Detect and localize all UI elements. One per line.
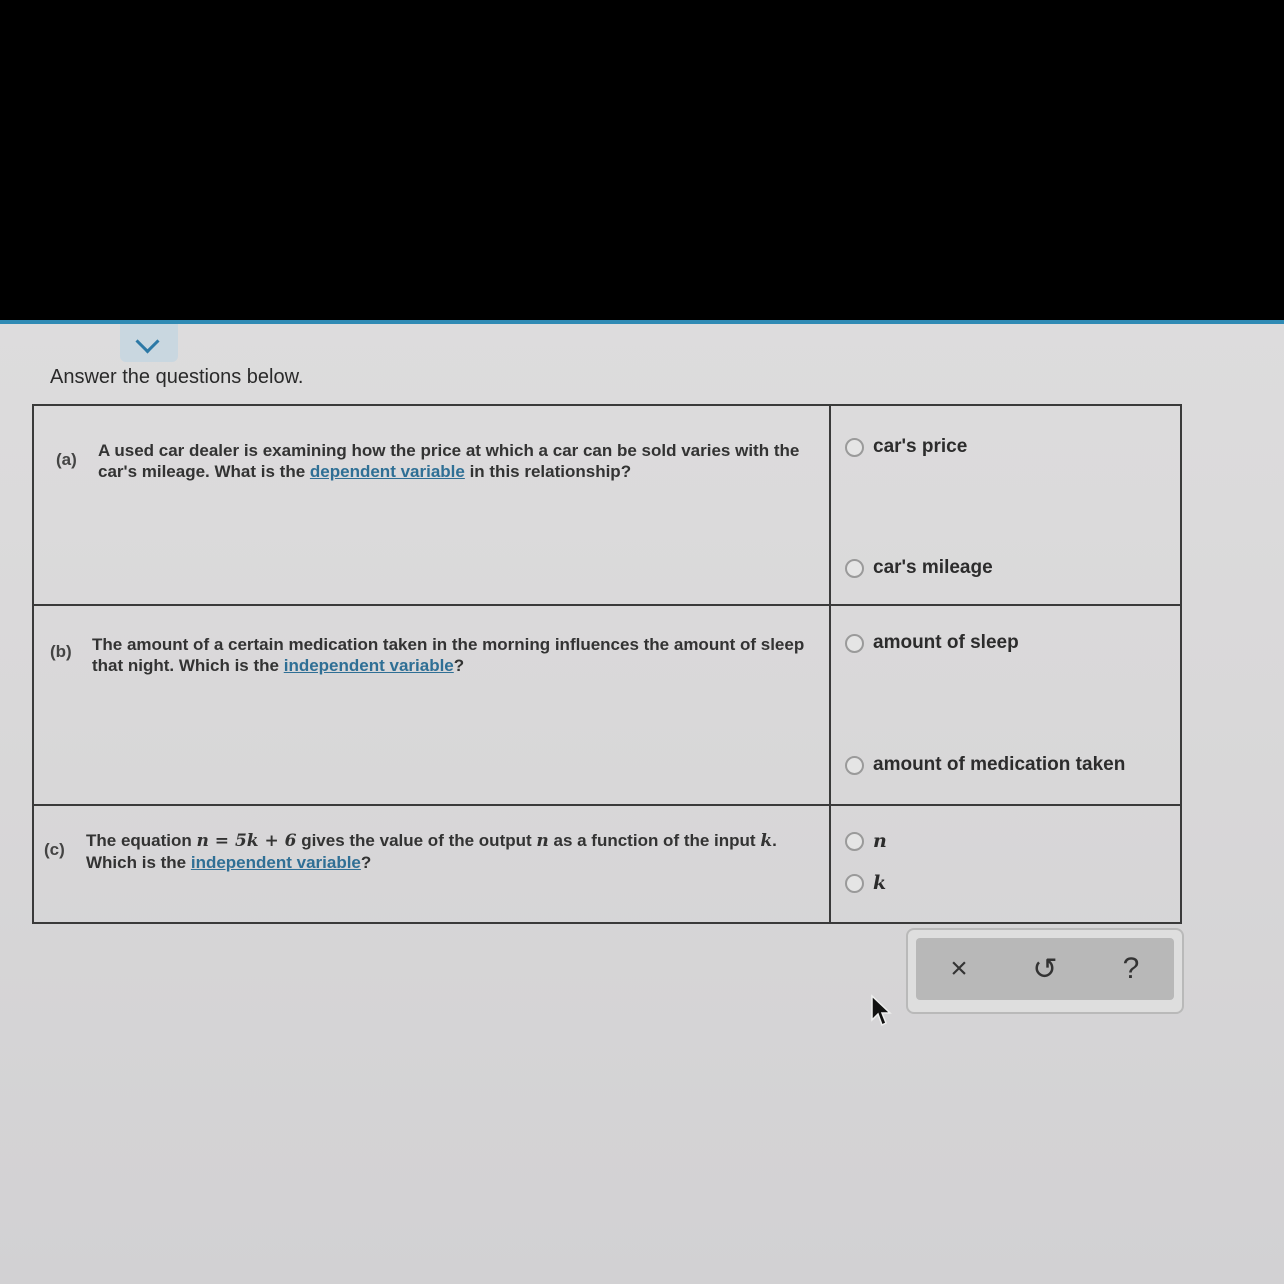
part-label-a: (a) (56, 450, 77, 469)
question-cell-c (33, 805, 830, 923)
question-text-c (86, 830, 806, 873)
question-text-c-part2: gives the value of the output (296, 831, 537, 850)
choice-n[interactable] (845, 830, 887, 852)
choice-amount-of-medication[interactable] (845, 754, 1125, 776)
clear-button[interactable] (934, 944, 984, 994)
help-icon: ? (1122, 952, 1140, 985)
help-button[interactable] (1106, 944, 1156, 994)
radio-button[interactable] (845, 634, 864, 653)
input-variable: k (760, 831, 773, 851)
undo-icon: ↺ (1032, 952, 1058, 986)
choice-cars-price[interactable] (845, 436, 967, 458)
radio-button[interactable] (845, 438, 864, 457)
question-cell-a (33, 405, 830, 605)
question-text-c-end: ? (360, 853, 372, 872)
choice-cars-mileage[interactable] (845, 557, 993, 579)
part-label-c: (c) (44, 840, 65, 859)
part-label-b: (b) (50, 642, 72, 661)
independent-variable-link[interactable]: independent variable (283, 656, 454, 675)
question-text-a-end: in this relationship? (464, 462, 632, 481)
answer-toolbar (906, 928, 1184, 1014)
choice-label: k (873, 872, 887, 894)
question-text-a (98, 440, 818, 482)
question-text-c-part3: as a function of the input (548, 831, 761, 850)
instructions-text: Answer the questions below. (50, 366, 304, 388)
toolbar-buttons (916, 938, 1174, 1000)
output-variable: n (536, 831, 549, 851)
undo-button[interactable] (1020, 944, 1070, 994)
assignment-screen (0, 320, 1284, 1284)
question-row-a (33, 405, 1181, 605)
answer-cell-b (830, 605, 1181, 805)
chevron-down-icon (135, 329, 159, 353)
question-row-b (33, 605, 1181, 805)
question-row-c (33, 805, 1181, 923)
radio-button[interactable] (845, 874, 864, 893)
radio-button[interactable] (845, 832, 864, 851)
question-text-c-part4: . Which is the (86, 831, 777, 872)
radio-button[interactable] (845, 559, 864, 578)
choice-label: amount of medication taken (873, 754, 1126, 775)
equation: n = 5k + 6 (196, 831, 297, 851)
choice-label: car's mileage (873, 557, 993, 578)
radio-button[interactable] (845, 756, 864, 775)
question-text-c-part1: The equation (86, 831, 197, 850)
choice-amount-of-sleep[interactable] (845, 632, 1019, 654)
dependent-variable-link[interactable]: dependent variable (309, 462, 465, 481)
question-text-b (92, 634, 812, 676)
independent-variable-link-c[interactable]: independent variable (190, 853, 361, 872)
choice-label: car's price (873, 436, 968, 457)
mouse-cursor-icon (870, 994, 892, 1028)
close-icon: × (950, 952, 968, 985)
answer-cell-a (830, 405, 1181, 605)
choice-k[interactable] (845, 872, 886, 894)
choice-label: n (873, 830, 887, 852)
top-accent-bar (0, 320, 1284, 324)
choice-label: amount of sleep (873, 632, 1019, 653)
questions-table (32, 404, 1182, 924)
question-text-b-start: The amount of a certain medication taken in the morning influences the amount of sleep that night. Which is the (92, 635, 805, 675)
question-cell-b (33, 605, 830, 805)
question-text-a-start: A used car dealer is examining how the price at which a car can be sold varies with the car's mileage. What is the (98, 441, 800, 481)
answer-cell-c (830, 805, 1181, 923)
collapse-toggle[interactable] (120, 324, 178, 362)
question-text-b-end: ? (453, 656, 465, 675)
